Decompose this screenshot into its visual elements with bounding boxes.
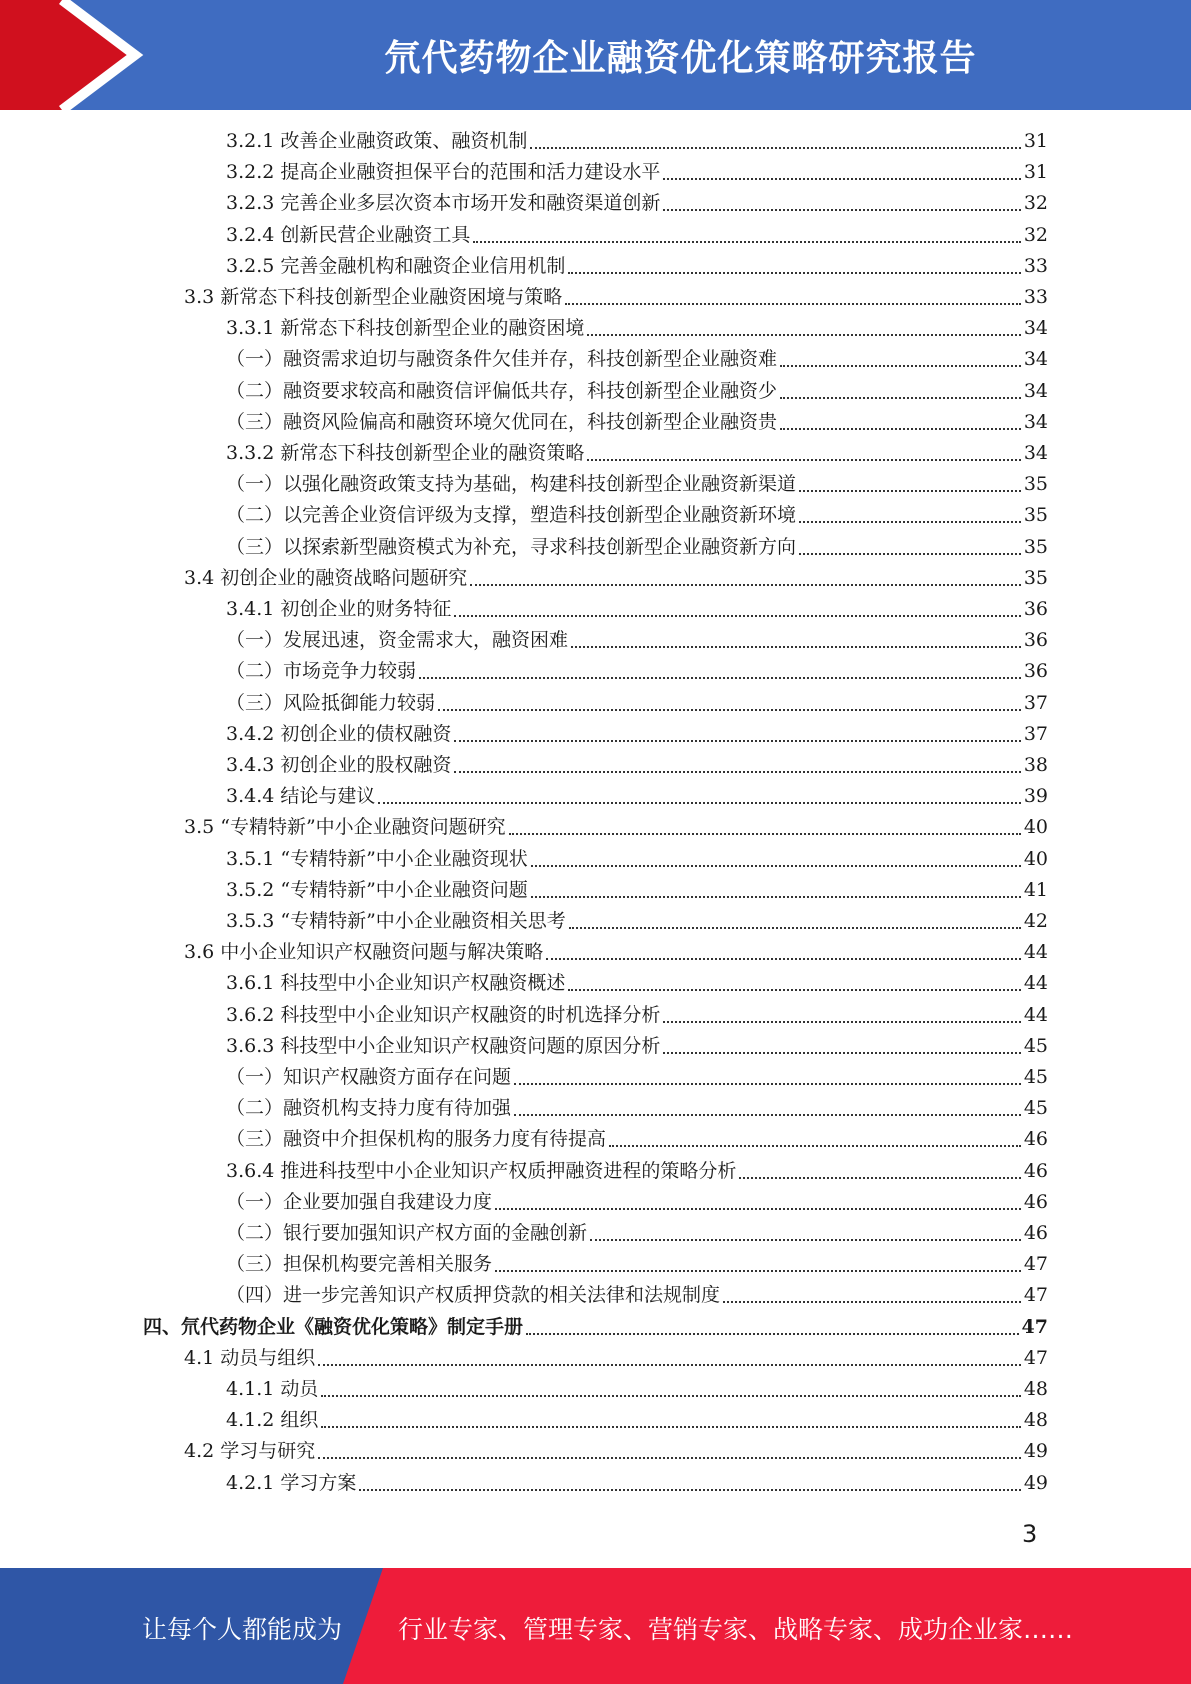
- toc-entry[interactable]: [184, 1436, 1048, 1467]
- toc-dot-leader: [318, 1456, 1021, 1459]
- toc-entry[interactable]: [226, 1156, 1048, 1187]
- toc-dot-leader: [438, 708, 1021, 711]
- toc-entry-page: 42: [1023, 910, 1048, 932]
- toc-entry-label: 3.4.1 初创企业的财务特征: [226, 598, 452, 620]
- toc-entry[interactable]: [226, 407, 1048, 438]
- toc-entry-page: 39: [1023, 785, 1048, 808]
- toc-entry-page: 34: [1023, 317, 1048, 340]
- toc-dot-leader: [321, 1394, 1020, 1397]
- toc-entry-label: 4.1.1 动员: [226, 1378, 319, 1400]
- toc-entry[interactable]: [226, 1405, 1048, 1436]
- toc-entry-page: 47: [1023, 1346, 1048, 1369]
- header-band: [0, 0, 1191, 110]
- toc-entry[interactable]: [226, 906, 1048, 937]
- toc-entry-page: 44: [1023, 972, 1048, 995]
- toc-entry-label: （四）进一步完善知识产权质押贷款的相关法律和法规制度: [226, 1284, 721, 1307]
- toc-dot-leader: [569, 926, 1021, 929]
- toc-entry-label: （一）发展迅速，资金需求大，融资困难: [226, 629, 569, 652]
- toc-dot-leader: [454, 614, 1020, 617]
- toc-entry-label: 4.1 动员与组织: [184, 1346, 316, 1369]
- toc-entry[interactable]: [226, 251, 1048, 282]
- toc-entry-label: 3.2.2 提高企业融资担保平台的范围和活力建设水平: [226, 161, 661, 184]
- toc-entry[interactable]: [226, 1280, 1048, 1311]
- toc-entry-label: （一）知识产权融资方面存在问题: [226, 1066, 512, 1088]
- toc-entry-page: 35: [1023, 473, 1048, 496]
- toc-dot-leader: [568, 988, 1020, 991]
- toc-entry-label: 四、氘代药物企业《融资优化策略》制定手册: [143, 1315, 524, 1338]
- toc-entry-page: 31: [1023, 130, 1048, 152]
- toc-entry[interactable]: [226, 1000, 1048, 1031]
- toc-entry[interactable]: [226, 688, 1048, 719]
- toc-entry-page: 45: [1023, 1034, 1048, 1057]
- toc-entry[interactable]: [226, 1093, 1048, 1124]
- toc-dot-leader: [587, 458, 1020, 461]
- toc-entry[interactable]: [226, 1374, 1048, 1405]
- toc-dot-leader: [799, 520, 1021, 523]
- footer-slogan-left: 让每个人都能成为: [142, 1615, 343, 1644]
- toc-dot-leader: [318, 1363, 1021, 1366]
- toc-dot-leader: [799, 552, 1021, 555]
- toc-entry[interactable]: [226, 1187, 1048, 1218]
- toc-entry-label: （一）以强化融资政策支持为基础，构建科技创新型企业融资新渠道: [226, 473, 797, 496]
- toc-dot-leader: [780, 396, 1021, 399]
- toc-dot-leader: [663, 208, 1020, 211]
- toc-entry-page: 47: [1021, 1315, 1048, 1338]
- toc-entry-page: 48: [1023, 1378, 1048, 1400]
- toc-entry-page: 40: [1023, 816, 1048, 839]
- toc-entry-label: 3.4 初创企业的融资战略问题研究: [184, 566, 468, 589]
- toc-entry[interactable]: [226, 438, 1048, 469]
- toc-entry[interactable]: [226, 126, 1048, 157]
- toc-entry-label: 3.6 中小企业知识产权融资问题与解决策略: [184, 941, 544, 964]
- toc-entry[interactable]: [226, 500, 1048, 531]
- toc-entry-label: （三）以探索新型融资模式为补充，寻求科技创新型企业融资新方向: [226, 535, 797, 558]
- toc-entry-label: （二）融资要求较高和融资信评偏低共存，科技创新型企业融资少: [226, 379, 778, 402]
- toc-dot-leader: [590, 1238, 1021, 1241]
- toc-dot-leader: [531, 895, 1021, 898]
- toc-entry-label: 3.5.2 “专精特新”中小企业融资问题: [226, 878, 528, 901]
- toc-entry[interactable]: [226, 1124, 1048, 1155]
- toc-entry-page: 44: [1023, 941, 1048, 964]
- toc-entry-page: 48: [1023, 1409, 1048, 1432]
- toc-dot-leader: [565, 302, 1021, 305]
- toc-entry-page: 49: [1023, 1440, 1048, 1463]
- toc-dot-leader: [378, 801, 1020, 804]
- toc-entry-label: （二）融资机构支持力度有待加强: [226, 1097, 512, 1120]
- toc-dot-leader: [663, 177, 1020, 180]
- toc-dot-leader: [663, 1051, 1020, 1054]
- toc-entry[interactable]: [184, 1343, 1048, 1374]
- toc-entry-label: （三）融资风险偏高和融资环境欠优同在，科技创新型企业融资贵: [226, 410, 778, 433]
- toc-entry-page: 32: [1023, 223, 1048, 246]
- toc-entry-page: 36: [1023, 629, 1048, 652]
- toc-entry-page: 47: [1023, 1284, 1048, 1307]
- toc-entry[interactable]: [226, 844, 1048, 875]
- toc-entry-page: 36: [1023, 598, 1048, 620]
- toc-entry[interactable]: [184, 937, 1048, 968]
- toc-entry-label: 3.2.5 完善金融机构和融资企业信用机制: [226, 254, 566, 277]
- toc-dot-leader: [571, 645, 1021, 648]
- toc-entry-page: 34: [1023, 379, 1048, 402]
- toc-entry-label: 3.2.1 改善企业融资政策、融资机制: [226, 130, 528, 152]
- toc-entry-label: 3.4.2 初创企业的债权融资: [226, 722, 452, 745]
- toc-entry-page: 37: [1023, 722, 1048, 745]
- toc-entry[interactable]: [226, 157, 1048, 188]
- toc-entry[interactable]: [143, 1312, 1048, 1343]
- toc-entry-label: 3.2.4 创新民营企业融资工具: [226, 223, 471, 246]
- toc-dot-leader: [321, 1425, 1020, 1428]
- toc-entry[interactable]: [184, 282, 1048, 313]
- toc-dot-leader: [723, 1300, 1021, 1303]
- toc-entry-page: 45: [1023, 1066, 1048, 1088]
- toc-entry[interactable]: [226, 719, 1048, 750]
- toc-dot-leader: [530, 146, 1020, 149]
- toc-entry[interactable]: [184, 812, 1048, 843]
- toc-entry-page: 38: [1023, 754, 1048, 776]
- toc-entry-label: （二）银行要加强知识产权方面的金融创新: [226, 1222, 588, 1244]
- toc-dot-leader: [454, 770, 1020, 773]
- toc-dot-leader: [470, 583, 1021, 586]
- toc-dot-leader: [514, 1082, 1021, 1085]
- toc-entry-page: 34: [1023, 348, 1048, 371]
- toc-entry-page: 33: [1023, 286, 1048, 308]
- toc-entry-label: （一）企业要加强自我建设力度: [226, 1190, 493, 1213]
- toc-entry[interactable]: [226, 1468, 1048, 1499]
- header-arrow-decoration: [0, 0, 150, 110]
- toc-entry-label: 4.2.1 学习方案: [226, 1471, 357, 1494]
- toc-entry-label: （三）风险抵御能力较弱: [226, 691, 436, 714]
- toc-dot-leader: [419, 676, 1021, 679]
- toc-entry[interactable]: [226, 625, 1048, 656]
- toc-dot-leader: [509, 832, 1021, 835]
- toc-entry-page: 32: [1023, 192, 1048, 215]
- toc-entry[interactable]: [226, 750, 1048, 781]
- toc-entry-page: 46: [1023, 1222, 1048, 1244]
- toc-entry-page: 41: [1023, 878, 1048, 901]
- toc-entry-page: 37: [1023, 691, 1048, 714]
- toc-entry-label: （三）融资中介担保机构的服务力度有待提高: [226, 1128, 607, 1151]
- toc-entry-page: 47: [1023, 1253, 1048, 1276]
- toc-entry-label: 3.3 新常态下科技创新型企业融资困境与策略: [184, 286, 563, 308]
- toc-entry-label: 3.5.1 “专精特新”中小企业融资现状: [226, 847, 528, 870]
- toc-dot-leader: [546, 957, 1021, 960]
- toc-entry-label: 3.6.2 科技型中小企业知识产权融资的时机选择分析: [226, 1003, 661, 1026]
- footer-slogan-right: 行业专家、管理专家、营销专家、战略专家、成功企业家……: [398, 1615, 1074, 1644]
- toc-entry[interactable]: [226, 313, 1048, 344]
- toc-dot-leader: [359, 1488, 1020, 1491]
- toc-entry-page: 44: [1023, 1003, 1048, 1026]
- toc-entry-page: 36: [1023, 660, 1048, 683]
- toc-entry-label: 3.4.3 初创企业的股权融资: [226, 754, 452, 776]
- toc-entry[interactable]: [226, 376, 1048, 407]
- toc-entry[interactable]: [226, 532, 1048, 563]
- page-number: 3: [1022, 1520, 1038, 1548]
- toc-entry[interactable]: [226, 594, 1048, 625]
- toc-dot-leader: [780, 364, 1021, 367]
- toc-entry-label: （三）担保机构要完善相关服务: [226, 1253, 493, 1276]
- toc-dot-leader: [473, 240, 1020, 243]
- toc-entry-label: （二）市场竞争力较弱: [226, 660, 417, 683]
- toc-dot-leader: [514, 1113, 1021, 1116]
- toc-entry-label: 3.4.4 结论与建议: [226, 785, 376, 808]
- toc-entry[interactable]: [226, 469, 1048, 500]
- toc-dot-leader: [531, 864, 1021, 867]
- toc-entry-page: 34: [1023, 442, 1048, 464]
- toc-entry-page: 40: [1023, 847, 1048, 870]
- toc-entry-page: 45: [1023, 1097, 1048, 1120]
- toc-entry[interactable]: [226, 188, 1048, 219]
- toc-dot-leader: [526, 1332, 1019, 1335]
- toc-entry[interactable]: [226, 781, 1048, 812]
- toc-dot-leader: [799, 489, 1021, 492]
- toc-entry-page: 46: [1023, 1159, 1048, 1182]
- toc-dot-leader: [454, 739, 1020, 742]
- toc-entry-page: 35: [1023, 504, 1048, 527]
- toc-entry-page: 49: [1023, 1471, 1048, 1494]
- toc-dot-leader: [609, 1144, 1021, 1147]
- toc-entry-page: 33: [1023, 254, 1048, 277]
- toc-entry[interactable]: [226, 968, 1048, 999]
- toc-entry[interactable]: [226, 344, 1048, 375]
- toc-dot-leader: [568, 271, 1020, 274]
- toc-entry[interactable]: [226, 875, 1048, 906]
- footer-band: [0, 1568, 1191, 1684]
- toc-entry[interactable]: [226, 656, 1048, 687]
- toc-entry-label: 3.5.3 “专精特新”中小企业融资相关思考: [226, 910, 566, 932]
- toc-entry[interactable]: [226, 1218, 1048, 1249]
- document-title: 氘代药物企业融资优化策略研究报告: [384, 38, 977, 79]
- toc-entry-label: 4.1.2 组织: [226, 1409, 319, 1432]
- toc-dot-leader: [495, 1269, 1021, 1272]
- toc-dot-leader: [495, 1207, 1021, 1210]
- toc-entry-page: 46: [1023, 1128, 1048, 1151]
- toc-entry-label: 3.2.3 完善企业多层次资本市场开发和融资渠道创新: [226, 192, 661, 215]
- toc-entry-label: （一）融资需求迫切与融资条件欠佳并存，科技创新型企业融资难: [226, 348, 778, 371]
- toc-entry-label: 3.6.1 科技型中小企业知识产权融资概述: [226, 972, 566, 995]
- toc-entry-page: 31: [1023, 161, 1048, 184]
- toc-dot-leader: [780, 427, 1021, 430]
- toc-entry-page: 35: [1023, 535, 1048, 558]
- toc-entry-page: 46: [1023, 1190, 1048, 1213]
- toc-dot-leader: [587, 333, 1020, 336]
- toc-dot-leader: [663, 1020, 1020, 1023]
- toc-entry-label: 3.6.3 科技型中小企业知识产权融资问题的原因分析: [226, 1034, 661, 1057]
- toc-entry-label: 3.3.1 新常态下科技创新型企业的融资困境: [226, 317, 585, 340]
- toc-entry[interactable]: [226, 1031, 1048, 1062]
- toc-entry-page: 35: [1023, 566, 1048, 589]
- toc-entry[interactable]: [226, 220, 1048, 251]
- toc-entry[interactable]: [184, 563, 1048, 594]
- toc-entry-label: （二）以完善企业资信评级为支撑，塑造科技创新型企业融资新环境: [226, 504, 797, 527]
- toc-dot-leader: [739, 1176, 1020, 1179]
- toc-entry-label: 3.6.4 推进科技型中小企业知识产权质押融资进程的策略分析: [226, 1159, 737, 1182]
- toc-entry[interactable]: [226, 1062, 1048, 1093]
- toc-entry[interactable]: [226, 1249, 1048, 1280]
- toc-entry-page: 34: [1023, 410, 1048, 433]
- toc-entry-label: 3.3.2 新常态下科技创新型企业的融资策略: [226, 442, 585, 464]
- toc-entry-label: 3.5 “专精特新”中小企业融资问题研究: [184, 816, 506, 839]
- toc-entry-label: 4.2 学习与研究: [184, 1440, 316, 1463]
